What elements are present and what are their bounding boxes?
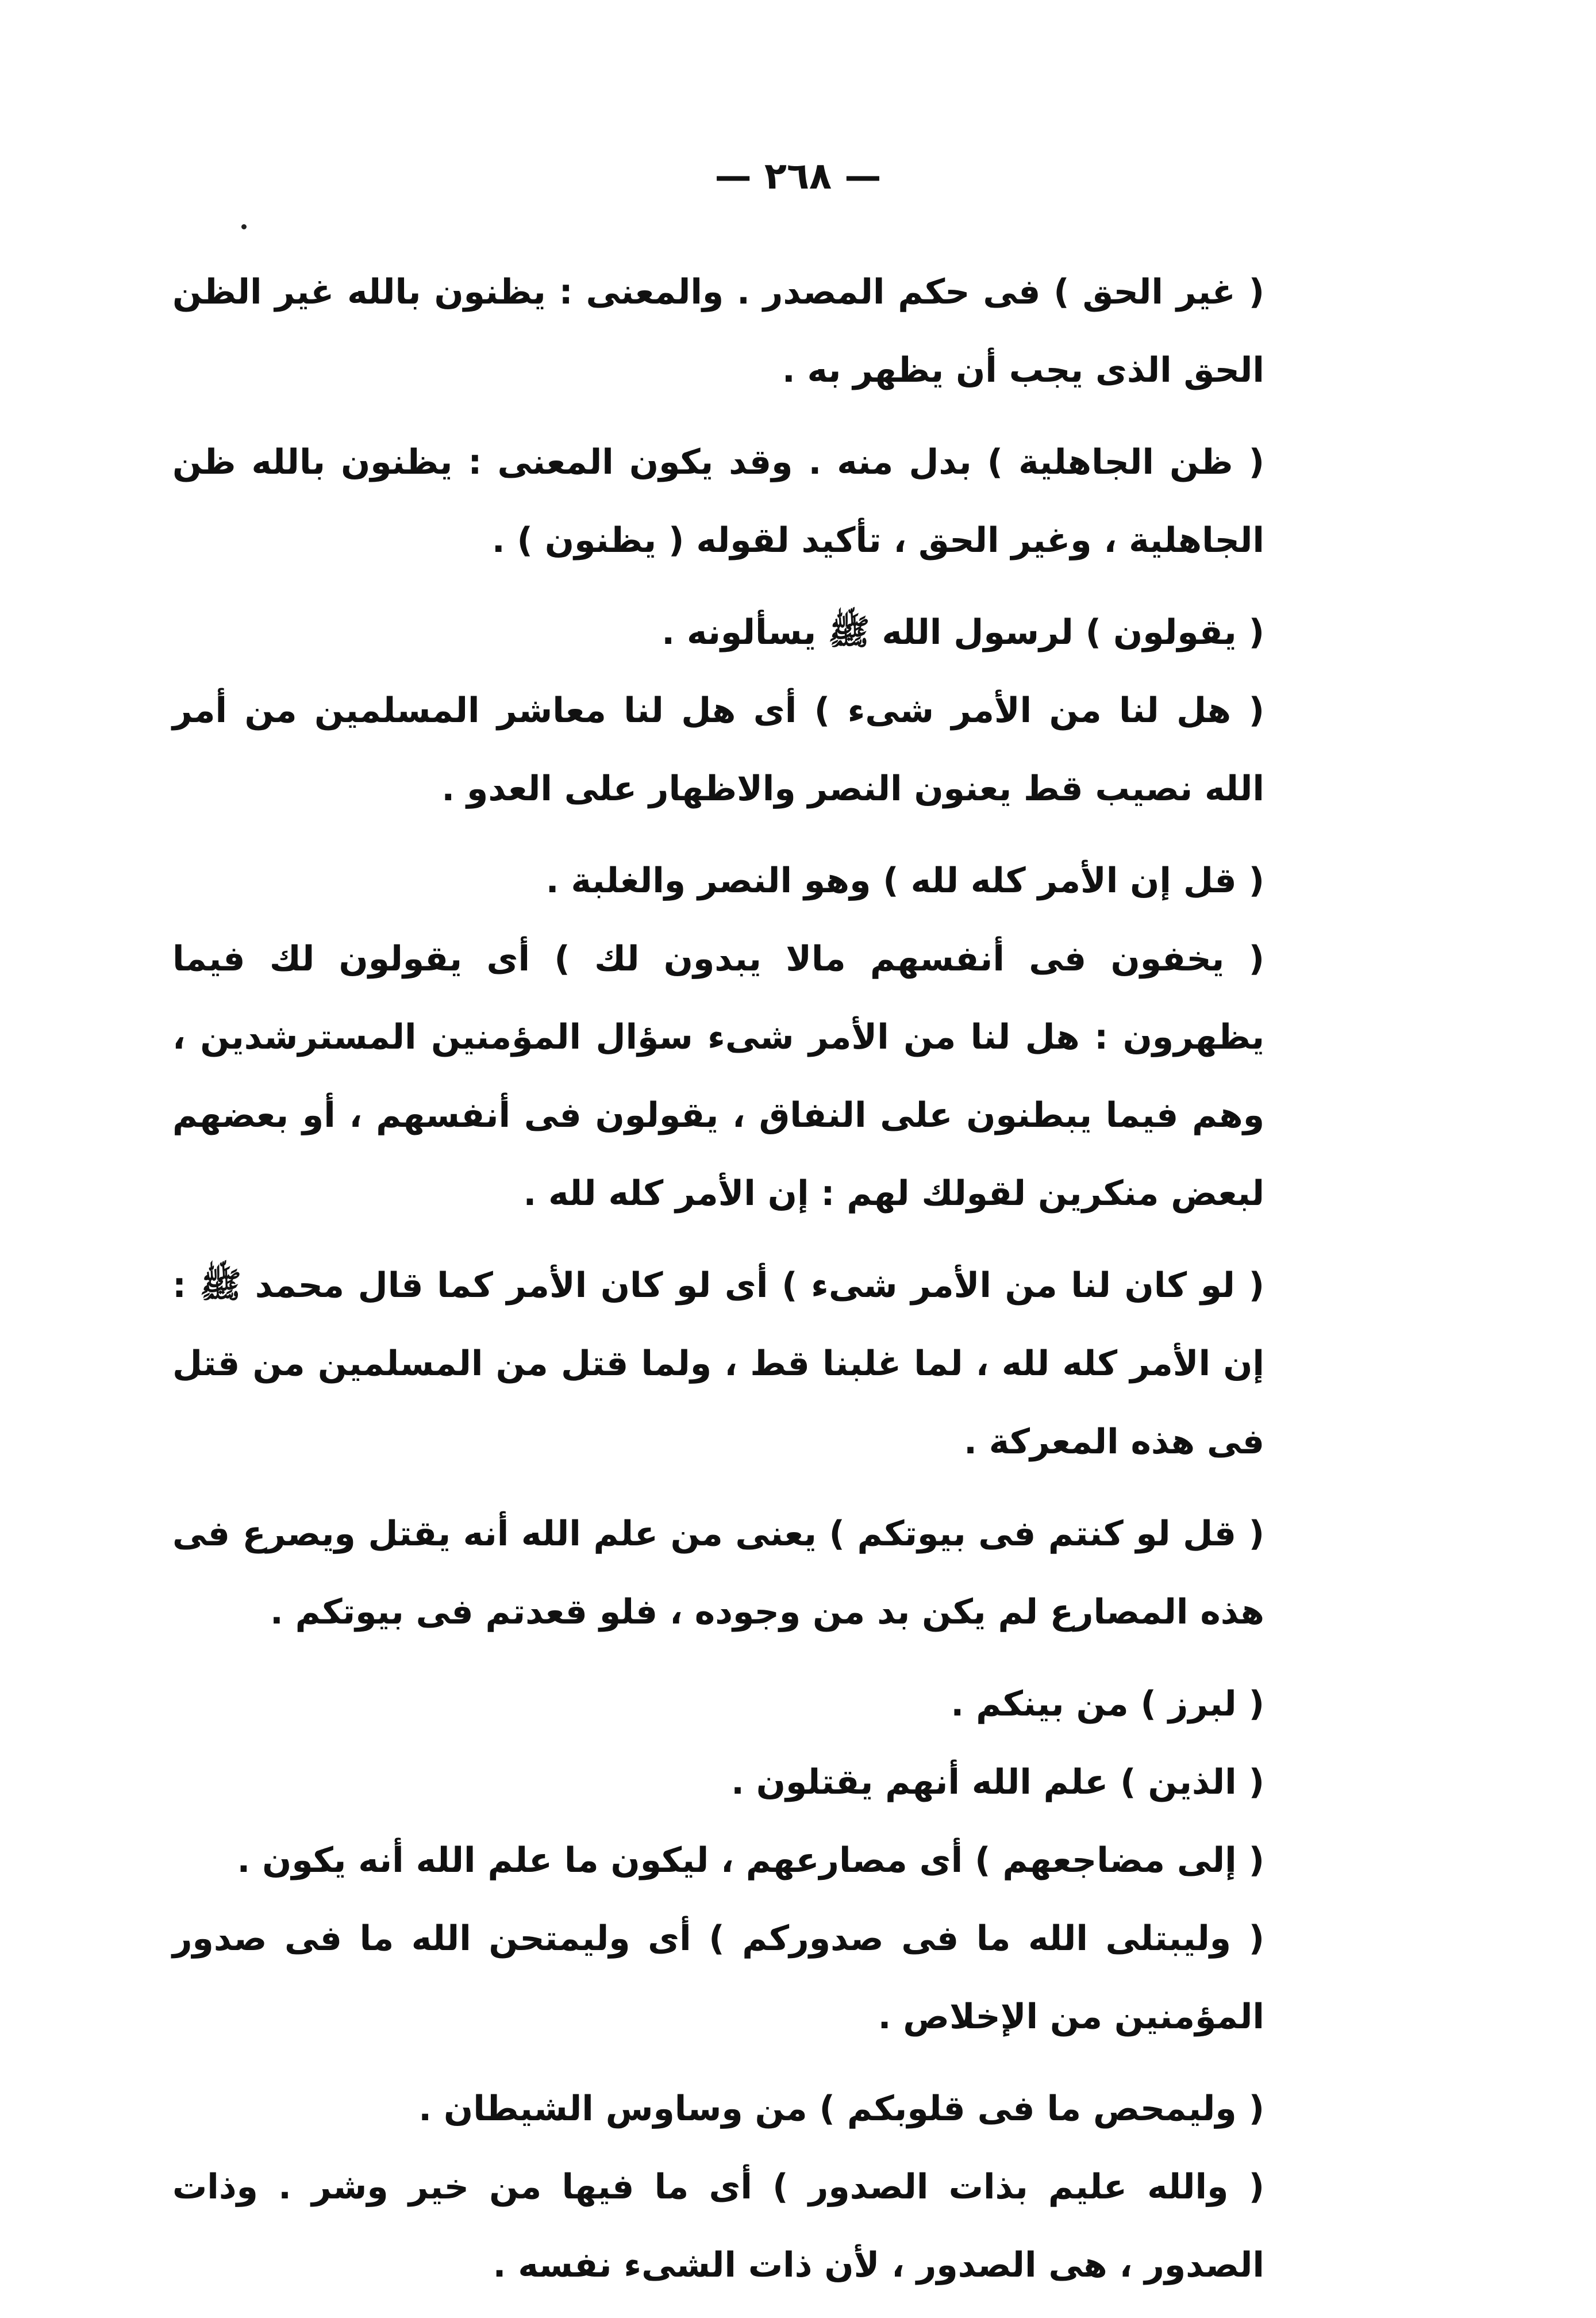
paragraph: ( لو كان لنا من الأمر شىء ) أى لو كان الأمر كما قال محمد ﷺ : إن الأمر كله لله ، لما غلبنا قط ، ولما قتل من المسلمين من قتل فى هذه المعركة . [172,1265,1264,1462]
paragraph: ( الذين ) علم الله أنهم يقتلون . [731,1762,1264,1802]
paragraph: ( ظن الجاهلية ) بدل منه . وقد يكون المعنى : يظنون بالله ظن الجاهلية ، وغير الحق ، تأكيد لقوله ( يظنون ) . [172,442,1264,561]
paragraph: ( وليبتلى الله ما فى صدوركم ) أى وليمتحن الله ما فى صدور المؤمنين من الإخلاص . [172,1918,1264,2037]
paragraph: ( قل إن الأمر كله لله ) وهو النصر والغلبة . [545,861,1264,901]
commentary-text [172,253,1264,2318]
paragraph: ( يخفون فى أنفسهم مالا يبدون لك ) أى يقولون لك فيما يظهرون : هل لنا من الأمر شىء سؤال المؤمنين المسترشدين ، وهم فيما يبطنون على النفاق ، يقولون فى أنفسهم ، أو بعضهم لبعض منكرين لقولك لهم : إن الأمر كله لله . [172,939,1264,1214]
paragraph: ( غير الحق ) فى حكم المصدر . والمعنى : يظنون بالله غير الظن الحق الذى يجب أن يظهر به . [172,272,1264,390]
scan-speck [241,224,247,229]
paragraph: ( قل لو كنتم فى بيوتكم ) يعنى من علم الله أنه يقتل ويصرع فى هذه المصارع لم يكن بد من وجوده ، فلو قعدتم فى بيوتكم . [172,1514,1264,1632]
paragraph: ( لبرز ) من بينكم . [951,1684,1264,1724]
paragraph: ( وليمحص ما فى قلوبكم ) من وساوس الشيطان . [418,2089,1264,2129]
paragraph: ( يقولون ) لرسول الله ﷺ يسألونه . [662,612,1264,653]
paragraph: ( إلى مضاجعهم ) أى مصارعهم ، ليكون ما علم الله أنه يكون . [237,1840,1264,1881]
paragraph: ( والله عليم بذات الصدور ) أى ما فيها من خير وشر . وذات الصدور ، هى الصدور ، لأن ذات الشىء نفسه . [172,2167,1264,2285]
paragraph: ( هل لنا من الأمر شىء ) أى هل لنا معاشر المسلمين من أمر الله نصيب قط يعنون النصر والاظهار على العدو . [172,690,1264,809]
page-number: — ٢٦٨ — [714,155,882,198]
